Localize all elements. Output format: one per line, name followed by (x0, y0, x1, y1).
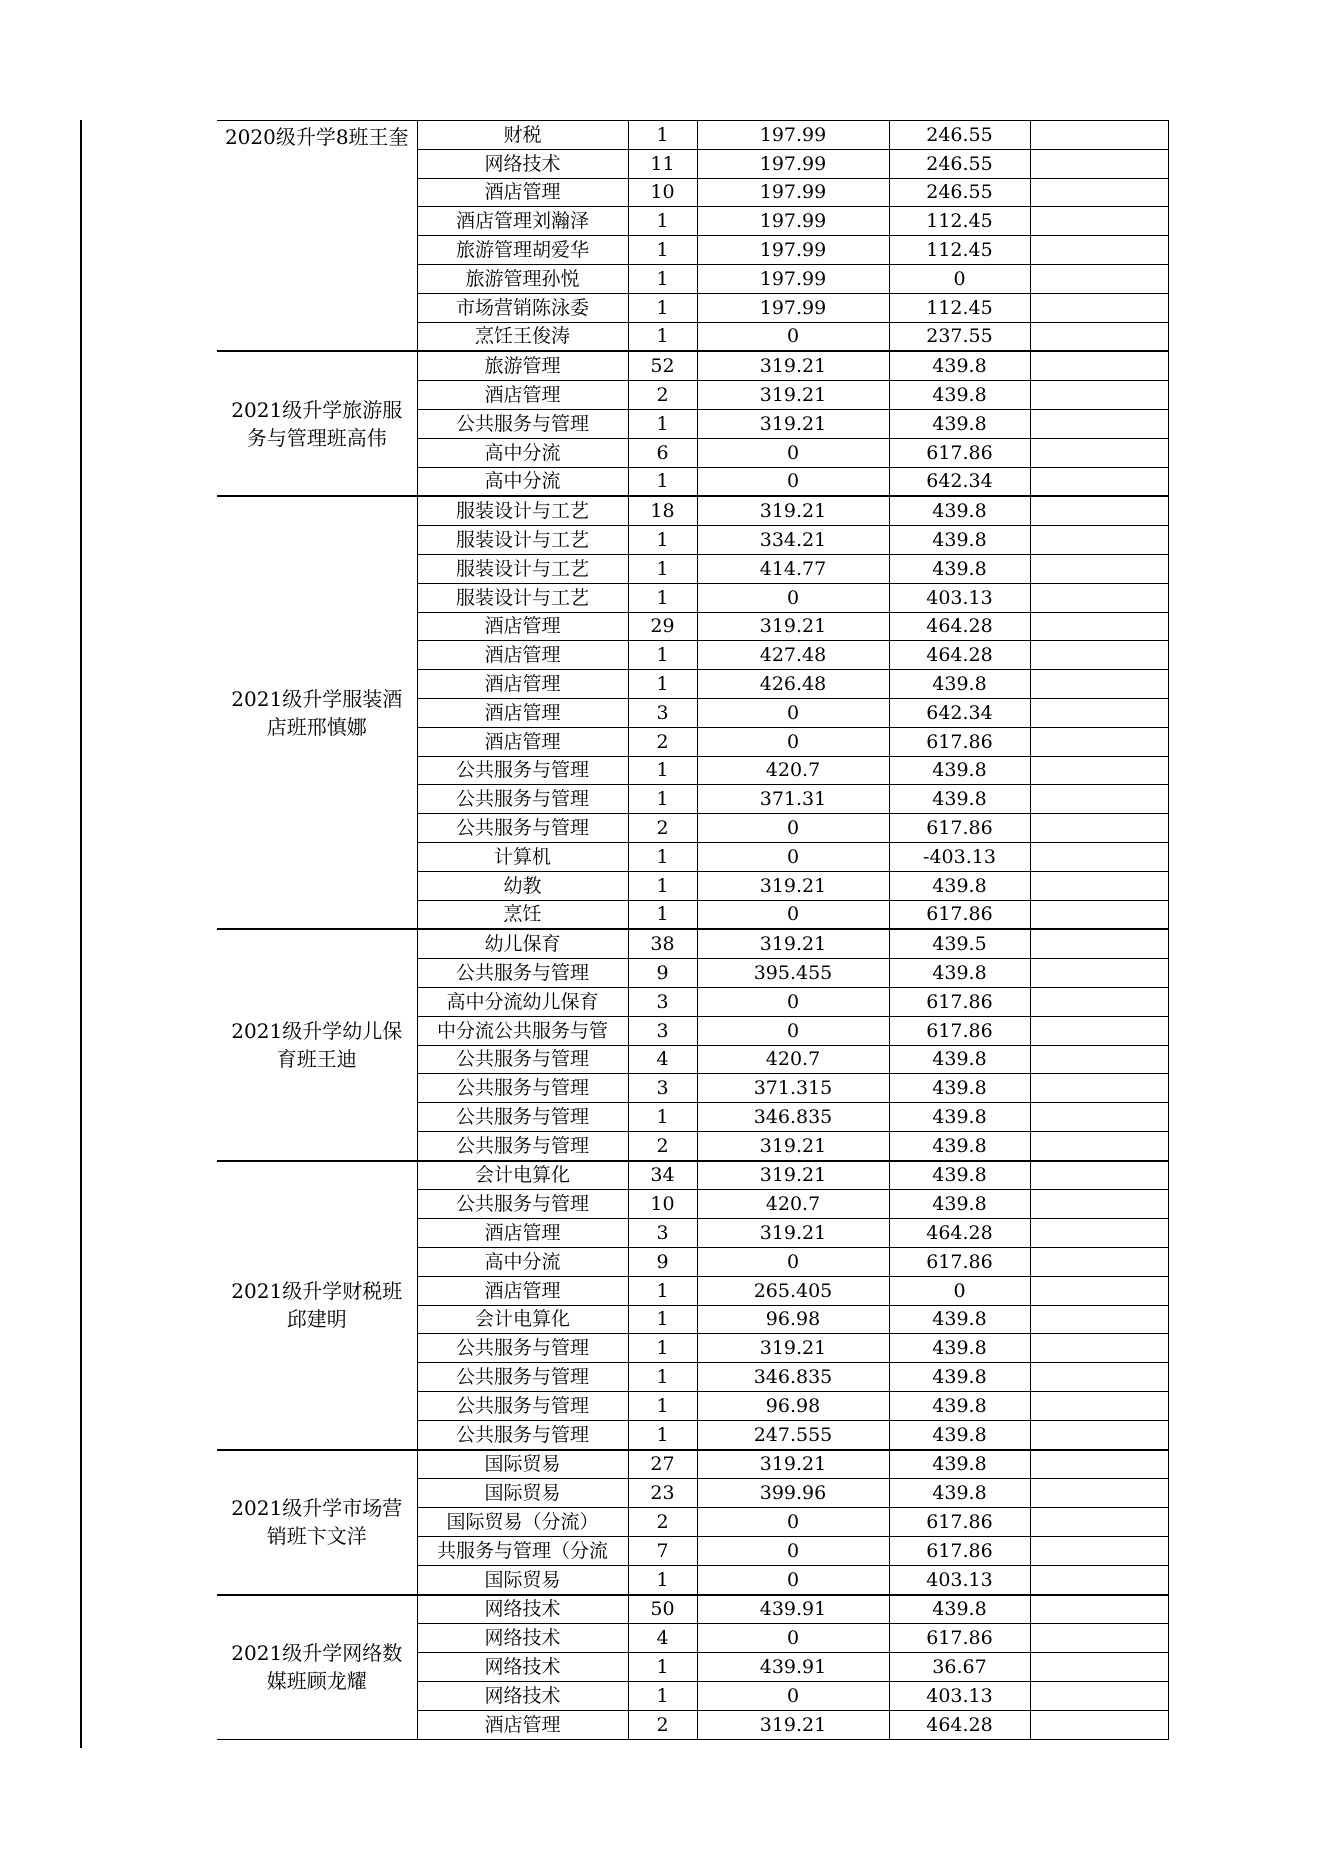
count-cell: 1 (628, 900, 697, 929)
empty-cell (1030, 1305, 1168, 1334)
class-name-cell: 2021级升学财税班邱建明 (217, 1161, 417, 1450)
count-cell: 1 (628, 1392, 697, 1421)
score-a-cell: 197.99 (697, 207, 889, 236)
count-cell: 1 (628, 785, 697, 814)
score-a-cell: 319.21 (697, 351, 889, 380)
major-cell: 酒店管理 (417, 727, 628, 756)
score-b-cell: 439.8 (889, 1190, 1030, 1219)
score-b-cell: 237.55 (889, 322, 1030, 351)
count-cell: 1 (628, 1103, 697, 1132)
score-b-cell: 112.45 (889, 207, 1030, 236)
empty-cell (1030, 814, 1168, 843)
score-a-cell: 319.21 (697, 1131, 889, 1160)
major-cell: 共服务与管理（分流 (417, 1537, 628, 1566)
score-a-cell: 197.99 (697, 236, 889, 265)
empty-cell (1030, 959, 1168, 988)
score-b-cell: 439.8 (889, 409, 1030, 438)
count-cell: 1 (628, 842, 697, 871)
empty-cell (1030, 1595, 1168, 1624)
score-a-cell: 319.21 (697, 1161, 889, 1190)
score-b-cell: 246.55 (889, 149, 1030, 178)
empty-cell (1030, 351, 1168, 380)
score-b-cell: 617.86 (889, 1624, 1030, 1653)
score-a-cell: 319.21 (697, 1219, 889, 1248)
major-cell: 烹饪 (417, 900, 628, 929)
score-b-cell: 0 (889, 1276, 1030, 1305)
count-cell: 4 (628, 1624, 697, 1653)
major-cell: 财税 (417, 121, 628, 150)
major-cell: 酒店管理 (417, 381, 628, 410)
score-b-cell: 439.8 (889, 381, 1030, 410)
score-b-cell: 439.8 (889, 1595, 1030, 1624)
score-b-cell: 464.28 (889, 1219, 1030, 1248)
major-cell: 烹饪王俊涛 (417, 322, 628, 351)
table-row (217, 351, 1168, 380)
score-b-cell: 439.8 (889, 351, 1030, 380)
empty-cell (1030, 698, 1168, 727)
empty-cell (1030, 1363, 1168, 1392)
score-a-cell: 346.835 (697, 1103, 889, 1132)
score-a-cell: 399.96 (697, 1479, 889, 1508)
score-a-cell: 319.21 (697, 929, 889, 958)
table-body (217, 121, 1168, 1740)
table-row (217, 496, 1168, 525)
score-a-cell: 0 (697, 467, 889, 496)
score-a-cell: 319.21 (697, 409, 889, 438)
empty-cell (1030, 583, 1168, 612)
score-b-cell: 464.28 (889, 1710, 1030, 1739)
empty-cell (1030, 1334, 1168, 1363)
score-a-cell: 0 (697, 727, 889, 756)
count-cell: 9 (628, 1248, 697, 1277)
major-cell: 酒店管理 (417, 670, 628, 699)
major-cell: 网络技术 (417, 1595, 628, 1624)
major-cell: 酒店管理 (417, 178, 628, 207)
major-cell: 高中分流 (417, 467, 628, 496)
major-cell: 高中分流 (417, 1248, 628, 1277)
score-b-cell: 617.86 (889, 1537, 1030, 1566)
score-a-cell: 0 (697, 438, 889, 467)
count-cell: 11 (628, 149, 697, 178)
score-a-cell: 0 (697, 698, 889, 727)
score-b-cell: 246.55 (889, 178, 1030, 207)
empty-cell (1030, 1682, 1168, 1711)
score-a-cell: 96.98 (697, 1392, 889, 1421)
score-b-cell: 464.28 (889, 641, 1030, 670)
major-cell: 服装设计与工艺 (417, 554, 628, 583)
empty-cell (1030, 1624, 1168, 1653)
score-b-cell: 617.86 (889, 1508, 1030, 1537)
class-name-cell: 2021级升学幼儿保育班王迪 (217, 929, 417, 1160)
count-cell: 2 (628, 727, 697, 756)
count-cell: 1 (628, 1305, 697, 1334)
score-a-cell: 420.7 (697, 756, 889, 785)
table-row (217, 929, 1168, 958)
class-name-cell: 2021级升学市场营销班卞文洋 (217, 1450, 417, 1595)
empty-cell (1030, 842, 1168, 871)
major-cell: 公共服务与管理 (417, 785, 628, 814)
score-b-cell: 439.8 (889, 554, 1030, 583)
score-b-cell: 642.34 (889, 698, 1030, 727)
score-a-cell: 0 (697, 1248, 889, 1277)
count-cell: 3 (628, 987, 697, 1016)
count-cell: 2 (628, 814, 697, 843)
table-row (217, 1161, 1168, 1190)
score-a-cell: 319.21 (697, 1710, 889, 1739)
empty-cell (1030, 264, 1168, 293)
count-cell: 23 (628, 1479, 697, 1508)
score-a-cell: 0 (697, 1537, 889, 1566)
score-b-cell: 112.45 (889, 236, 1030, 265)
score-a-cell: 319.21 (697, 1450, 889, 1479)
empty-cell (1030, 785, 1168, 814)
score-b-cell: 403.13 (889, 583, 1030, 612)
class-name-cell: 2021级升学服装酒店班邢慎娜 (217, 496, 417, 929)
score-a-cell: 319.21 (697, 612, 889, 641)
empty-cell (1030, 121, 1168, 150)
count-cell: 1 (628, 121, 697, 150)
major-cell: 服装设计与工艺 (417, 583, 628, 612)
score-a-cell: 0 (697, 1624, 889, 1653)
major-cell: 公共服务与管理 (417, 1363, 628, 1392)
score-b-cell: 439.8 (889, 756, 1030, 785)
count-cell: 1 (628, 756, 697, 785)
score-a-cell: 346.835 (697, 1363, 889, 1392)
score-a-cell: 0 (697, 842, 889, 871)
score-b-cell: 617.86 (889, 1016, 1030, 1045)
empty-cell (1030, 1016, 1168, 1045)
major-cell: 公共服务与管理 (417, 1420, 628, 1449)
empty-cell (1030, 207, 1168, 236)
major-cell: 公共服务与管理 (417, 409, 628, 438)
empty-cell (1030, 756, 1168, 785)
count-cell: 1 (628, 322, 697, 351)
major-cell: 公共服务与管理 (417, 959, 628, 988)
score-b-cell: 439.8 (889, 785, 1030, 814)
score-b-cell: 439.5 (889, 929, 1030, 958)
score-b-cell: 642.34 (889, 467, 1030, 496)
count-cell: 1 (628, 1420, 697, 1449)
left-margin-rule (80, 120, 82, 1748)
score-b-cell: 617.86 (889, 987, 1030, 1016)
empty-cell (1030, 987, 1168, 1016)
score-a-cell: 319.21 (697, 1334, 889, 1363)
empty-cell (1030, 871, 1168, 900)
count-cell: 1 (628, 1682, 697, 1711)
count-cell: 1 (628, 1276, 697, 1305)
empty-cell (1030, 1103, 1168, 1132)
empty-cell (1030, 641, 1168, 670)
major-cell: 公共服务与管理 (417, 814, 628, 843)
count-cell: 1 (628, 1363, 697, 1392)
count-cell: 38 (628, 929, 697, 958)
major-cell: 酒店管理 (417, 1276, 628, 1305)
score-a-cell: 371.31 (697, 785, 889, 814)
class-score-table (217, 120, 1169, 1740)
major-cell: 计算机 (417, 842, 628, 871)
score-a-cell: 265.405 (697, 1276, 889, 1305)
score-b-cell: 439.8 (889, 1161, 1030, 1190)
empty-cell (1030, 1479, 1168, 1508)
major-cell: 高中分流 (417, 438, 628, 467)
major-cell: 国际贸易（分流） (417, 1508, 628, 1537)
score-a-cell: 319.21 (697, 381, 889, 410)
count-cell: 3 (628, 1219, 697, 1248)
major-cell: 公共服务与管理 (417, 1045, 628, 1074)
major-cell: 会计电算化 (417, 1305, 628, 1334)
score-b-cell: 617.86 (889, 727, 1030, 756)
count-cell: 1 (628, 236, 697, 265)
score-a-cell: 0 (697, 1682, 889, 1711)
empty-cell (1030, 1248, 1168, 1277)
score-a-cell: 414.77 (697, 554, 889, 583)
major-cell: 公共服务与管理 (417, 1392, 628, 1421)
count-cell: 1 (628, 1653, 697, 1682)
score-b-cell: 36.67 (889, 1653, 1030, 1682)
score-a-cell: 0 (697, 583, 889, 612)
major-cell: 网络技术 (417, 1624, 628, 1653)
empty-cell (1030, 900, 1168, 929)
count-cell: 3 (628, 1074, 697, 1103)
count-cell: 4 (628, 1045, 697, 1074)
count-cell: 3 (628, 698, 697, 727)
score-b-cell: 439.8 (889, 496, 1030, 525)
empty-cell (1030, 178, 1168, 207)
score-a-cell: 371.315 (697, 1074, 889, 1103)
count-cell: 18 (628, 496, 697, 525)
empty-cell (1030, 670, 1168, 699)
empty-cell (1030, 1565, 1168, 1594)
score-b-cell: 439.8 (889, 526, 1030, 555)
major-cell: 幼教 (417, 871, 628, 900)
class-name-cell: 2021级升学旅游服务与管理班高伟 (217, 351, 417, 496)
major-cell: 公共服务与管理 (417, 1074, 628, 1103)
empty-cell (1030, 322, 1168, 351)
count-cell: 2 (628, 1508, 697, 1537)
empty-cell (1030, 293, 1168, 322)
count-cell: 1 (628, 409, 697, 438)
score-a-cell: 319.21 (697, 496, 889, 525)
score-a-cell: 0 (697, 987, 889, 1016)
empty-cell (1030, 149, 1168, 178)
count-cell: 1 (628, 670, 697, 699)
major-cell: 公共服务与管理 (417, 756, 628, 785)
major-cell: 公共服务与管理 (417, 1103, 628, 1132)
count-cell: 1 (628, 526, 697, 555)
table-row (217, 1595, 1168, 1624)
score-b-cell: 439.8 (889, 1392, 1030, 1421)
count-cell: 9 (628, 959, 697, 988)
score-b-cell: 439.8 (889, 1074, 1030, 1103)
score-a-cell: 197.99 (697, 149, 889, 178)
score-b-cell: 439.8 (889, 1305, 1030, 1334)
score-a-cell: 247.555 (697, 1420, 889, 1449)
major-cell: 酒店管理 (417, 641, 628, 670)
major-cell: 市场营销陈泳委 (417, 293, 628, 322)
empty-cell (1030, 236, 1168, 265)
count-cell: 2 (628, 1710, 697, 1739)
major-cell: 旅游管理孙悦 (417, 264, 628, 293)
score-a-cell: 0 (697, 1508, 889, 1537)
score-b-cell: 464.28 (889, 612, 1030, 641)
score-b-cell: 0 (889, 264, 1030, 293)
score-b-cell: 439.8 (889, 1103, 1030, 1132)
major-cell: 公共服务与管理 (417, 1131, 628, 1160)
major-cell: 酒店管理 (417, 612, 628, 641)
count-cell: 10 (628, 178, 697, 207)
count-cell: 3 (628, 1016, 697, 1045)
count-cell: 1 (628, 871, 697, 900)
empty-cell (1030, 1131, 1168, 1160)
count-cell: 29 (628, 612, 697, 641)
score-a-cell: 420.7 (697, 1045, 889, 1074)
class-name-cell: 2020级升学8班王奎 (217, 121, 417, 352)
empty-cell (1030, 1710, 1168, 1739)
count-cell: 34 (628, 1161, 697, 1190)
empty-cell (1030, 1074, 1168, 1103)
count-cell: 10 (628, 1190, 697, 1219)
score-b-cell: 439.8 (889, 1363, 1030, 1392)
score-b-cell: 403.13 (889, 1565, 1030, 1594)
score-b-cell: 439.8 (889, 1450, 1030, 1479)
score-b-cell: 439.8 (889, 1334, 1030, 1363)
empty-cell (1030, 438, 1168, 467)
major-cell: 酒店管理刘瀚泽 (417, 207, 628, 236)
score-a-cell: 0 (697, 1565, 889, 1594)
score-b-cell: 112.45 (889, 293, 1030, 322)
score-b-cell: 617.86 (889, 814, 1030, 843)
count-cell: 6 (628, 438, 697, 467)
major-cell: 公共服务与管理 (417, 1190, 628, 1219)
major-cell: 高中分流幼儿保育 (417, 987, 628, 1016)
empty-cell (1030, 1450, 1168, 1479)
count-cell: 1 (628, 1565, 697, 1594)
score-a-cell: 319.21 (697, 871, 889, 900)
score-b-cell: 617.86 (889, 900, 1030, 929)
empty-cell (1030, 496, 1168, 525)
major-cell: 旅游管理 (417, 351, 628, 380)
score-b-cell: 246.55 (889, 121, 1030, 150)
major-cell: 网络技术 (417, 149, 628, 178)
empty-cell (1030, 554, 1168, 583)
score-a-cell: 0 (697, 900, 889, 929)
count-cell: 1 (628, 641, 697, 670)
score-b-cell: 439.8 (889, 670, 1030, 699)
major-cell: 酒店管理 (417, 1219, 628, 1248)
major-cell: 服装设计与工艺 (417, 526, 628, 555)
count-cell: 2 (628, 1131, 697, 1160)
major-cell: 网络技术 (417, 1682, 628, 1711)
empty-cell (1030, 1161, 1168, 1190)
count-cell: 1 (628, 467, 697, 496)
table-row (217, 121, 1168, 150)
score-a-cell: 420.7 (697, 1190, 889, 1219)
major-cell: 幼儿保育 (417, 929, 628, 958)
major-cell: 会计电算化 (417, 1161, 628, 1190)
score-b-cell: 439.8 (889, 959, 1030, 988)
score-a-cell: 427.48 (697, 641, 889, 670)
score-a-cell: 334.21 (697, 526, 889, 555)
major-cell: 中分流公共服务与管 (417, 1016, 628, 1045)
score-a-cell: 0 (697, 322, 889, 351)
score-a-cell: 426.48 (697, 670, 889, 699)
major-cell: 服装设计与工艺 (417, 496, 628, 525)
score-b-cell: 439.8 (889, 1420, 1030, 1449)
major-cell: 网络技术 (417, 1653, 628, 1682)
major-cell: 国际贸易 (417, 1479, 628, 1508)
count-cell: 27 (628, 1450, 697, 1479)
major-cell: 酒店管理 (417, 698, 628, 727)
score-a-cell: 0 (697, 814, 889, 843)
score-b-cell: 617.86 (889, 1248, 1030, 1277)
score-b-cell: 617.86 (889, 438, 1030, 467)
empty-cell (1030, 381, 1168, 410)
count-cell: 1 (628, 264, 697, 293)
score-a-cell: 0 (697, 1016, 889, 1045)
count-cell: 2 (628, 381, 697, 410)
count-cell: 1 (628, 583, 697, 612)
empty-cell (1030, 409, 1168, 438)
empty-cell (1030, 929, 1168, 958)
count-cell: 1 (628, 554, 697, 583)
class-name-cell: 2021级升学网络数媒班顾龙耀 (217, 1595, 417, 1739)
empty-cell (1030, 612, 1168, 641)
major-cell: 公共服务与管理 (417, 1334, 628, 1363)
empty-cell (1030, 1420, 1168, 1449)
empty-cell (1030, 1508, 1168, 1537)
major-cell: 旅游管理胡爱华 (417, 236, 628, 265)
empty-cell (1030, 1392, 1168, 1421)
score-a-cell: 197.99 (697, 264, 889, 293)
score-b-cell: -403.13 (889, 842, 1030, 871)
score-a-cell: 439.91 (697, 1595, 889, 1624)
table-row (217, 1450, 1168, 1479)
score-a-cell: 395.455 (697, 959, 889, 988)
empty-cell (1030, 1653, 1168, 1682)
count-cell: 52 (628, 351, 697, 380)
score-a-cell: 197.99 (697, 121, 889, 150)
empty-cell (1030, 1190, 1168, 1219)
score-b-cell: 439.8 (889, 1479, 1030, 1508)
empty-cell (1030, 467, 1168, 496)
empty-cell (1030, 1219, 1168, 1248)
empty-cell (1030, 727, 1168, 756)
major-cell: 国际贸易 (417, 1450, 628, 1479)
score-a-cell: 197.99 (697, 178, 889, 207)
score-a-cell: 439.91 (697, 1653, 889, 1682)
score-a-cell: 96.98 (697, 1305, 889, 1334)
score-b-cell: 403.13 (889, 1682, 1030, 1711)
empty-cell (1030, 1537, 1168, 1566)
count-cell: 1 (628, 1334, 697, 1363)
empty-cell (1030, 1276, 1168, 1305)
score-b-cell: 439.8 (889, 1045, 1030, 1074)
major-cell: 国际贸易 (417, 1565, 628, 1594)
score-a-cell: 197.99 (697, 293, 889, 322)
count-cell: 50 (628, 1595, 697, 1624)
count-cell: 1 (628, 293, 697, 322)
empty-cell (1030, 526, 1168, 555)
major-cell: 酒店管理 (417, 1710, 628, 1739)
count-cell: 7 (628, 1537, 697, 1566)
count-cell: 1 (628, 207, 697, 236)
score-b-cell: 439.8 (889, 871, 1030, 900)
empty-cell (1030, 1045, 1168, 1074)
score-b-cell: 439.8 (889, 1131, 1030, 1160)
